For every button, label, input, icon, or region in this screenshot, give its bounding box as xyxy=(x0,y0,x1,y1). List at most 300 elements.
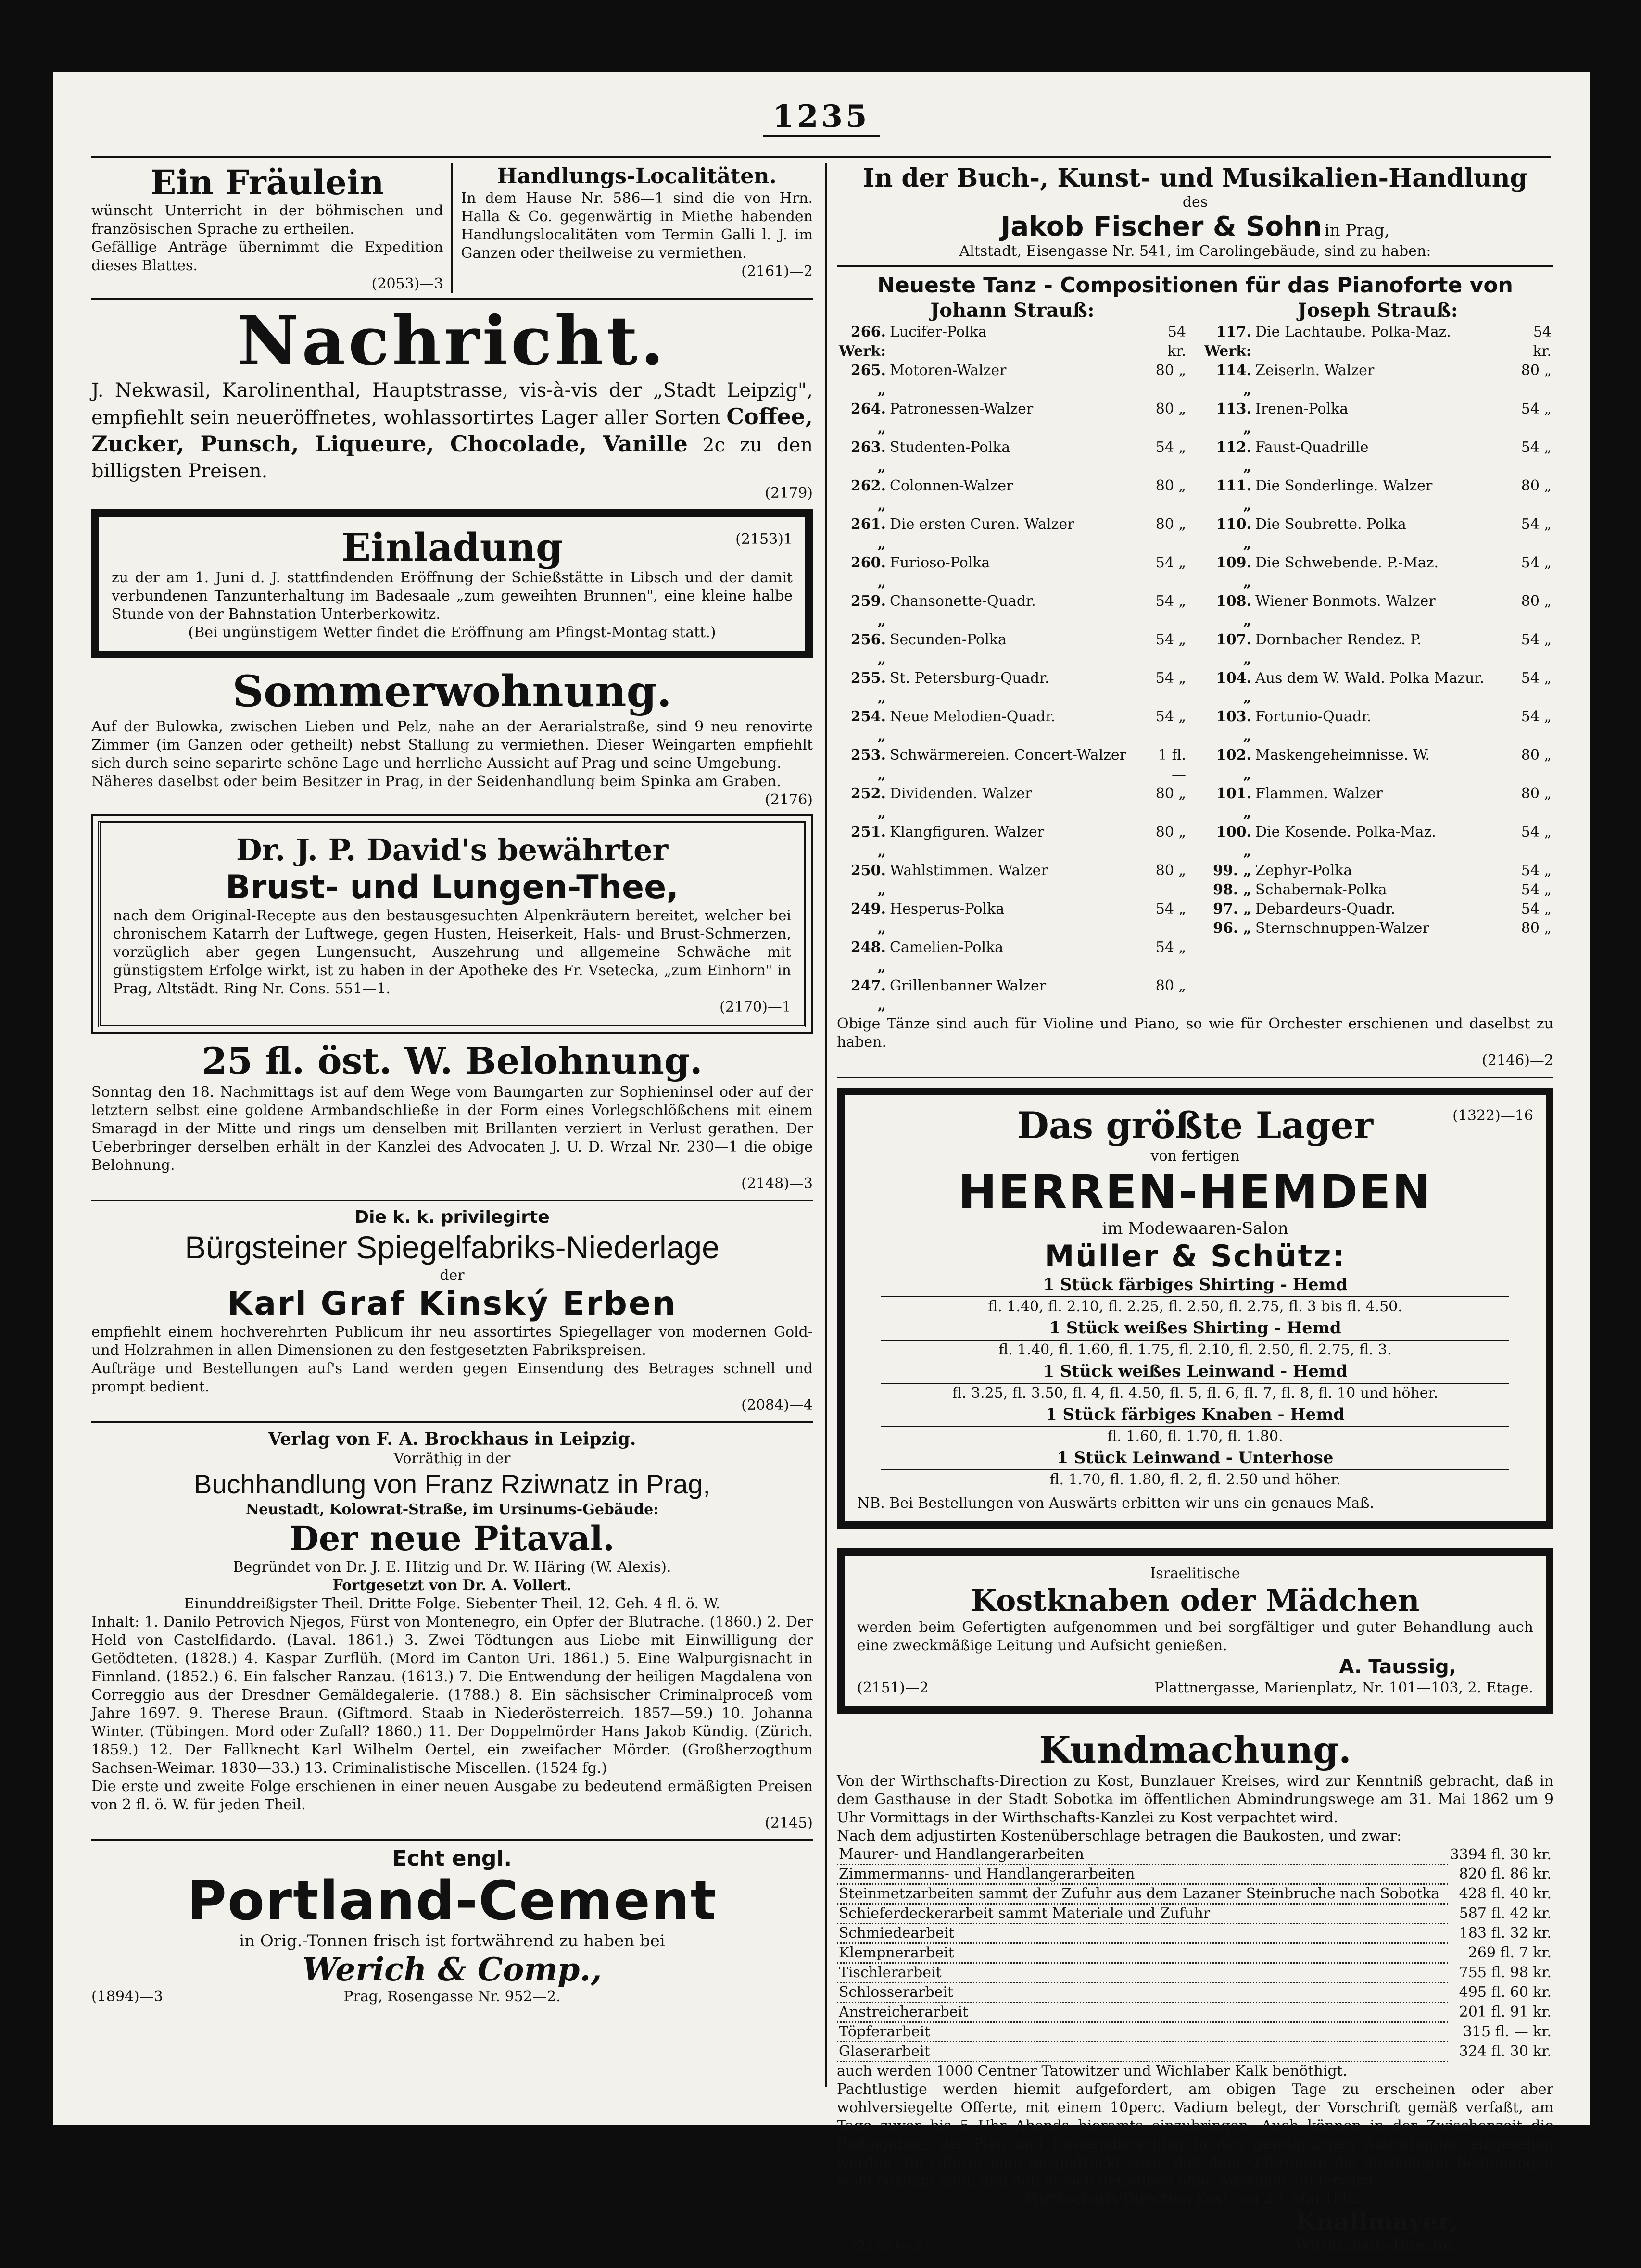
work-number: 252. „ xyxy=(850,785,886,821)
musik-city: in Prag, xyxy=(1324,221,1390,240)
work-title: Furioso-Polka xyxy=(890,554,990,571)
fraeulein-title: Ein Fräulein xyxy=(151,163,384,202)
work-row xyxy=(837,361,1188,400)
cost-row xyxy=(837,1865,1553,1884)
work-row xyxy=(1202,669,1553,707)
cost-amount: 755 fl. 98 kr. xyxy=(1459,1964,1552,1981)
work-row xyxy=(837,707,1188,746)
pitaval-title: Der neue Pitaval. xyxy=(290,1518,615,1558)
work-title: Wiener Bonmots. Walzer xyxy=(1255,593,1436,610)
hemden-item-head: 1 Stück färbiges Knaben - Hemd xyxy=(1046,1405,1345,1424)
pitaval-line6: Fortgesetzt von Dr. A. Vollert. xyxy=(332,1577,572,1594)
kundmachung-text2: Nach dem adjustirten Kostenüberschlage betragen die Baukosten, und zwar: xyxy=(837,1828,1402,1844)
work-title: Die ersten Curen. Walzer xyxy=(890,516,1074,533)
hemden-line3: im Modewaaren-Salon xyxy=(1102,1219,1288,1238)
handlung-title: Handlungs-Localitäten. xyxy=(497,164,777,188)
cost-item: Glaserarbeit xyxy=(837,2042,1448,2062)
work-price: 80 „ xyxy=(1521,920,1552,937)
work-price: 80 „ xyxy=(1155,862,1186,879)
work-row xyxy=(837,476,1188,515)
work-price: 80 „ xyxy=(1155,785,1186,802)
hemden-item-head: 1 Stück färbiges Shirting - Hemd xyxy=(1043,1275,1348,1294)
work-number: 248. „ xyxy=(850,939,886,975)
work-number: 247. „ xyxy=(850,977,886,1014)
cost-amount: 183 fl. 32 kr. xyxy=(1459,1925,1552,1942)
work-row xyxy=(837,669,1188,707)
work-number: 100. „ xyxy=(1216,824,1251,860)
separator xyxy=(837,1077,1553,1078)
work-number: 109. „ xyxy=(1216,554,1251,590)
work-number: 117. Werk: xyxy=(1204,324,1251,360)
work-row xyxy=(1202,707,1553,746)
work-number: 104. „ xyxy=(1216,670,1251,706)
thee-ref: (2170)—1 xyxy=(720,999,791,1015)
composer2-works xyxy=(1202,323,1553,938)
musik-line2: des xyxy=(1182,194,1208,211)
work-title: Studenten-Polka xyxy=(890,439,1010,456)
work-title: Wahlstimmen. Walzer xyxy=(890,862,1048,879)
work-price: 54 „ xyxy=(1521,670,1552,687)
cost-item: Maurer- und Handlangerarbeiten xyxy=(837,1845,1448,1865)
hemden-item-head: 1 Stück weißes Leinwand - Hemd xyxy=(1043,1362,1348,1381)
pitaval-line7: Einunddreißigster Theil. Dritte Folge. Siebenter Theil. 12. Geh. 4 fl. ö. W. xyxy=(184,1595,720,1612)
work-row xyxy=(837,630,1188,669)
work-row xyxy=(1202,784,1553,823)
nachricht-text2: 2c zu den billigsten Preisen. xyxy=(91,434,813,482)
einladung-note: (Bei ungünstigem Wetter findet die Eröffnung am Pfingst-Montag statt.) xyxy=(188,624,716,641)
cost-row xyxy=(837,1983,1553,2003)
work-row xyxy=(1202,592,1553,630)
separator xyxy=(91,1839,813,1841)
cost-row xyxy=(837,1845,1553,1865)
work-title: Motoren-Walzer xyxy=(890,362,1007,379)
kostknaben-title: Kostknaben oder Mädchen xyxy=(971,1583,1420,1618)
work-price: 54 „ xyxy=(1155,708,1186,725)
cost-item: Töpferarbeit xyxy=(837,2022,1448,2042)
work-title: Sternschnuppen-Walzer xyxy=(1255,920,1429,937)
work-price: 80 „ xyxy=(1155,401,1186,417)
ad-einladung xyxy=(91,509,813,658)
work-number: 249. „ xyxy=(850,901,886,937)
hemden-item-head: 1 Stück Leinwand - Unterhose xyxy=(1057,1448,1334,1467)
work-price: 54 „ xyxy=(1521,516,1552,533)
cost-table xyxy=(837,1845,1553,2062)
fraeulein-text2: Gefällige Anträge übernimmt die Expedition dieses Blattes. xyxy=(91,239,443,274)
work-row xyxy=(1202,553,1553,592)
ad-musikalien xyxy=(837,163,1553,1070)
work-row xyxy=(1202,630,1553,669)
cost-amount: 587 fl. 42 kr. xyxy=(1459,1905,1552,1922)
separator xyxy=(837,265,1553,267)
spiegel-line4: Karl Graf Kinský Erben xyxy=(227,1285,677,1323)
right-column xyxy=(837,163,1553,2268)
work-row xyxy=(1202,438,1553,476)
work-price: 80 „ xyxy=(1155,477,1186,494)
top-rule xyxy=(91,156,1551,158)
spiegel-text: empfiehlt einem hochverehrten Publicum ihr neu assortirtes Spiegellager von modernen Gold- und Holzrahmen in allen Dimensionen zu den festgesetzten Fabrikspreisen. xyxy=(91,1324,813,1359)
work-title: Irenen-Polka xyxy=(1255,401,1349,417)
work-row xyxy=(837,323,1188,361)
separator xyxy=(91,1421,813,1423)
work-title: Grillenbanner Walzer xyxy=(890,977,1047,994)
work-title: Zephyr-Polka xyxy=(1255,862,1352,879)
work-price: 80 „ xyxy=(1521,362,1552,379)
nachricht-goods: Coffee, Zucker, Punsch, Liqueure, Chocolade, Vanille xyxy=(91,403,813,457)
ad-lungen-thee xyxy=(98,821,806,1027)
work-row xyxy=(1202,919,1553,938)
work-number: 250. „ xyxy=(850,862,886,898)
work-price: 54 „ xyxy=(1521,401,1552,417)
kundmachung-ref: (2152)—2 xyxy=(851,2238,923,2255)
kundmachung-text: Von der Wirthschafts-Direction zu Kost, Bunzlauer Kreises, wird zur Kenntniß gebracht, daß in dem Gasthause in der Stadt Sobotka im öffentlichen Abmindrungswege am 31. Mai 1862 um 9 Uhr Vormittags in der Wirthschafts-Kanzlei zu Kost verpachtet wird. xyxy=(837,1773,1553,1826)
work-row xyxy=(837,823,1188,861)
work-row xyxy=(1202,861,1553,880)
work-number: 113. „ xyxy=(1216,401,1251,437)
work-row xyxy=(837,592,1188,630)
kundmachung-signer-title: Wirthschafts-Director. xyxy=(1295,2237,1457,2254)
pitaval-line1: Verlag von F. A. Brockhaus in Leipzig. xyxy=(268,1429,636,1449)
cost-amount: 428 fl. 40 kr. xyxy=(1459,1885,1552,1902)
hemden-item-prices: fl. 1.60, fl. 1.70, fl. 1.80. xyxy=(881,1426,1509,1446)
work-price: 80 „ xyxy=(1155,516,1186,533)
cement-title: Portland-Cement xyxy=(187,1870,718,1932)
work-row xyxy=(1202,400,1553,438)
work-title: Chansonette-Quadr. xyxy=(890,593,1036,610)
einladung-title: Einladung xyxy=(341,525,563,570)
kundmachung-signer: Knallmayer, xyxy=(1295,2207,1457,2236)
work-row xyxy=(1202,476,1553,515)
cost-item: Tischlerarbeit xyxy=(837,1963,1448,1983)
work-price: 54 „ xyxy=(1155,901,1186,917)
work-title: Patronessen-Walzer xyxy=(890,401,1034,417)
musik-footer: Obige Tänze sind auch für Violine und Piano, so wie für Orchester erschienen und daselbst zu haben. xyxy=(837,1015,1553,1051)
spiegel-ref: (2084)—4 xyxy=(741,1397,813,1414)
pitaval-text: Inhalt: 1. Danilo Petrovich Njegos, Fürst von Montenegro, ein Opfer der Blutrache. (1860.) 2. Der Held von Castelfidardo. (Laval. 1861.) 3. Zwei Tödtungen aus Liebe mit Einwilligung der Getödteten. (1828.) 4. Kaspar Zurflüh. (Mord im Canton Uri. 1861.) 5. Eine Walpurgisnacht in Finnland. (1852.) 6. Ein falscher Ranzau. (1613.) 7. Die Entwendung der heiligen Magdalena von Correggio aus der Dresdner Gemäldegalerie. (1788.) 8. Ein sächsischer Criminalproceß vom Jahre 1697. 9. Therese Braun. (Giftmord. Staab in Niederösterreich. 1857—59.) 10. Johanna Winter. (Tübingen. Mord oder Zufall? 1860.) 11. Der Doppelmörder Hans Jakob Kündig. (Zürich. 1859.) 12. Der Fallknecht Karl Wilhelm Oertel, ein zweifacher Mörder. (Großherzogthum Sachsen-Weimar. 1830—33.) 13. Criminalistische Miscellen. (1524 fg.) xyxy=(91,1614,813,1777)
hemden-item-prices: fl. 1.70, fl. 1.80, fl. 2, fl. 2.50 und höher. xyxy=(881,1469,1509,1490)
musik-line1: In der Buch-, Kunst- und Musikalien-Handlung xyxy=(863,163,1527,193)
work-title: Lucifer-Polka xyxy=(890,324,987,340)
musik-ref: (2146)—2 xyxy=(1482,1052,1553,1069)
sommer-title: Sommerwohnung. xyxy=(232,666,672,717)
cement-firm: Werich & Comp., xyxy=(302,1951,602,1988)
kundmachung-text3: auch werden 1000 Centner Tatowitzer und Wichlaber Kalk benöthigt. xyxy=(837,2063,1348,2080)
kostknaben-text: werden beim Gefertigten aufgenommen und bei sorgfältiger und guter Behandlung auch eine zweckmäßige Leitung und Aufsicht genießen. xyxy=(857,1619,1533,1654)
work-number: 114. „ xyxy=(1216,362,1251,398)
cost-amount: 495 fl. 60 kr. xyxy=(1459,1984,1552,2001)
work-price: 54 „ xyxy=(1155,670,1186,687)
hemden-item-prices: fl. 3.25, fl. 3.50, fl. 4, fl. 4.50, fl. 5, fl. 6, fl. 7, fl. 8, fl. 10 und höher. xyxy=(881,1383,1509,1403)
einladung-text: zu der am 1. Juni d. J. stattfindenden Eröffnung der Schießstätte in Libsch und der damit verbundenen Tanzunterhaltung im Badesaale „zum geweihten Brunnen", eine kleine halbe Stunde von der Bahnstation Unterberkowitz. xyxy=(112,569,793,623)
work-row xyxy=(837,553,1188,592)
work-row xyxy=(1202,900,1553,919)
fraeulein-text: wünscht Unterricht in der böhmischen und französischen Sprache zu ertheilen. xyxy=(91,202,443,238)
work-price: 54 „ xyxy=(1155,439,1186,456)
work-price: 54 „ xyxy=(1521,439,1552,456)
work-price: 54 „ xyxy=(1521,708,1552,725)
work-row xyxy=(837,977,1188,1015)
cost-item: Anstreicherarbeit xyxy=(837,2003,1448,2022)
work-row xyxy=(837,515,1188,553)
work-price: 80 „ xyxy=(1521,477,1552,494)
page-number: 1235 xyxy=(53,99,1590,135)
cost-amount: 3394 fl. 30 kr. xyxy=(1450,1846,1552,1863)
pitaval-line2: Vorräthig in der xyxy=(393,1450,511,1467)
work-title: St. Petersburg-Quadr. xyxy=(890,670,1049,687)
work-row xyxy=(837,784,1188,823)
handlung-ref: (2161)—2 xyxy=(741,263,813,280)
work-price: 80 „ xyxy=(1521,593,1552,610)
work-title: Colonnen-Walzer xyxy=(890,477,1013,494)
cement-line1: Echt engl. xyxy=(392,1846,512,1871)
work-price: 54 „ xyxy=(1521,631,1552,648)
pitaval-text2: Die erste und zweite Folge erschienen in einer neuen Ausgabe zu bedeutend ermäßigten Preisen von 2 fl. ö. W. für jeden Theil. xyxy=(91,1778,813,1813)
ad-top-row xyxy=(91,163,813,293)
belohnung-ref: (2148)—3 xyxy=(741,1175,813,1192)
work-row xyxy=(837,938,1188,977)
cost-row xyxy=(837,1943,1553,1963)
separator xyxy=(91,298,813,300)
sommer-ref: (2176) xyxy=(765,791,813,808)
work-number: 259. „ xyxy=(850,593,886,629)
work-row xyxy=(1202,823,1553,861)
work-number: 264. „ xyxy=(850,401,886,437)
kostknaben-addr: Plattnergasse, Marienplatz, Nr. 101—103, 2. Etage. xyxy=(1154,1679,1533,1696)
work-number: 253. „ xyxy=(850,747,886,783)
cement-line2: in Orig.-Tonnen frisch ist fortwährend zu haben bei xyxy=(239,1931,665,1951)
work-title: Camelien-Polka xyxy=(890,939,1004,956)
work-number: 255. „ xyxy=(850,670,886,706)
thee-text: nach dem Original-Recepte aus den bestausgesuchten Alpenkräutern bereitet, welcher bei chronischem Katarrh der Luftwege, gegen Husten, Heiserkeit, Hals- und Brust-Schmerzen, vorzüglich aber gegen Lungensucht, Auszehrung und allgemeine Schwäche mit günstigstem Erfolge wirkt, ist zu haben in der Apotheke des Fr. Vsetecka, „zum Einhorn" in Prag, Altstädt. Ring Nr. Cons. 551—1. xyxy=(113,907,791,997)
work-number: 256. „ xyxy=(850,631,886,667)
work-price: 80 „ xyxy=(1521,785,1552,802)
cost-item: Steinmetzarbeiten sammt der Zufuhr aus dem Lazaner Steinbruche nach Sobotka xyxy=(837,1884,1448,1904)
sommer-text2: Näheres daselbst oder beim Besitzer in Prag, in der Seidenhandlung beim Spinka am Graben. xyxy=(91,773,781,790)
work-title: Secunden-Polka xyxy=(890,631,1007,648)
work-title: Flammen. Walzer xyxy=(1255,785,1383,802)
work-title: Die Soubrette. Polka xyxy=(1255,516,1406,533)
belohnung-title: 25 fl. öst. W. Belohnung. xyxy=(202,1040,703,1082)
work-title: Neue Melodien-Quadr. xyxy=(890,708,1056,725)
work-price: 54 „ xyxy=(1155,939,1186,956)
work-number: 263. „ xyxy=(850,439,886,475)
work-title: Debardeurs-Quadr. xyxy=(1255,901,1395,917)
cost-amount: 201 fl. 91 kr. xyxy=(1459,2004,1552,2020)
nachricht-ref: (2179) xyxy=(765,485,813,501)
work-price: 54 kr. xyxy=(1533,324,1552,360)
work-title: Die Lachtaube. Polka-Maz. xyxy=(1255,324,1451,340)
cost-amount: 820 fl. 86 kr. xyxy=(1459,1866,1552,1882)
work-row xyxy=(1202,361,1553,400)
pitaval-line5: Begründet von Dr. J. E. Hitzig und Dr. W. Häring (W. Alexis). xyxy=(233,1559,671,1576)
work-title: Faust-Quadrille xyxy=(1255,439,1369,456)
work-number: 108. „ xyxy=(1216,593,1251,629)
work-row xyxy=(1202,880,1553,900)
thee-title2: Brust- und Lungen-Thee, xyxy=(225,868,679,906)
work-number: 262. „ xyxy=(850,477,886,514)
musik-addr: Altstadt, Eisengasse Nr. 541, im Carolingebäude, sind zu haben: xyxy=(959,243,1431,260)
work-row xyxy=(837,438,1188,476)
work-number: 251. „ xyxy=(850,824,886,860)
work-price: 1 fl. — xyxy=(1158,747,1186,783)
work-row xyxy=(1202,323,1553,361)
work-price: 54 „ xyxy=(1155,631,1186,648)
handlung-text: In dem Hause Nr. 586—1 sind die von Hrn. Halla & Co. gegenwärtig in Miethe habenden Handlungslocalitäten vom Termin Galli l. J. im Ganzen oder theilweise zu vermiethen. xyxy=(461,190,813,262)
composer1-works xyxy=(837,323,1188,1015)
pitaval-line3: Buchhandlung von Franz Rziwnatz in Prag, xyxy=(194,1469,710,1499)
work-title: Zeiserln. Walzer xyxy=(1255,362,1375,379)
ad-portland-cement xyxy=(91,1846,813,2007)
work-title: Maskengeheimnisse. W. xyxy=(1255,747,1430,764)
musik-firm: Jakob Fischer & Sohn xyxy=(1000,211,1322,242)
cost-amount: 315 fl. — kr. xyxy=(1463,2023,1552,2040)
cost-row xyxy=(837,1884,1553,1904)
kundmachung-text4: Pachtlustige werden hiemit aufgefordert, am obigen Tage zu erscheinen oder aber wohlversiegelte Offerte, mit einem 10perc. Vadium belegt, der Vorschrift gemäß verfaßt, am Tage zuvor bis 5 Uhr Abends hieramts einzubringen. Auch können in der Zwischenzeit die Bedingnisse, der Plan und Kostenüberschlag in den gewöhnlichen Amtsstunden eingesehen werden. Im Offerte muß ausgedrückt seyn, daß dem Offerenten die diesfälligen Bedingungen wohl bekannt sind, und daß er sich denselben ohne Ausnahme unterwirft. xyxy=(837,2081,1553,2189)
work-title: Fortunio-Quadr. xyxy=(1255,708,1372,725)
cement-addr: Prag, Rosengasse Nr. 952—2. xyxy=(343,1988,561,2005)
hemden-item-prices: fl. 1.40, fl. 1.60, fl. 1.75, fl. 2.10, fl. 2.50, fl. 2.75, fl. 3. xyxy=(881,1340,1509,1360)
hemden-title: Das größte Lager xyxy=(1017,1104,1374,1147)
work-title: Schabernak-Polka xyxy=(1255,881,1387,898)
composer1: Johann Strauß: xyxy=(930,299,1095,322)
work-price: 80 „ xyxy=(1155,977,1186,994)
work-title: Die Schwebende. P.-Maz. xyxy=(1255,554,1439,571)
work-price: 54 „ xyxy=(1521,881,1552,898)
work-row xyxy=(837,900,1188,938)
work-number: 99. „ xyxy=(1213,862,1251,879)
nachricht-text1: J. Nekwasil, Karolinenthal, Hauptstrasse, vis-à-vis der „Stadt Leipzig", empfiehlt sein neueröffnetes, wohlassortirtes Lager aller Sorten xyxy=(91,379,813,429)
cost-item: Schlosserarbeit xyxy=(837,1983,1448,2003)
pitaval-ref: (2145) xyxy=(765,1815,813,1831)
cost-amount: 269 fl. 7 kr. xyxy=(1468,1944,1552,1961)
cost-amount: 324 fl. 30 kr. xyxy=(1459,2043,1552,2060)
work-price: 54 „ xyxy=(1521,862,1552,879)
spiegel-line2: Bürgsteiner Spiegelfabriks-Niederlage xyxy=(185,1229,720,1265)
thee-title1: Dr. J. P. David's bewährter xyxy=(236,832,669,867)
work-price: 80 „ xyxy=(1155,824,1186,840)
work-number: 97. „ xyxy=(1213,901,1251,917)
newspaper-page xyxy=(53,72,1590,2255)
spiegel-text2: Aufträge und Bestellungen auf's Land werden gegen Einsendung des Betrages schnell und prompt bedient. xyxy=(91,1360,813,1395)
column-divider xyxy=(825,163,827,2087)
spiegel-line1: Die k. k. privilegirte xyxy=(354,1207,550,1227)
hemden-nb: NB. Bei Bestellungen von Auswärts erbitten wir uns ein genaues Maß. xyxy=(857,1495,1374,1512)
hemden-items xyxy=(857,1274,1533,1490)
einladung-ref: (2153)1 xyxy=(735,531,793,548)
work-number: 111. „ xyxy=(1216,477,1251,514)
work-number: 101. „ xyxy=(1216,785,1251,821)
pitaval-line4: Neustadt, Kolowrat-Straße, im Ursinums-Gebäude: xyxy=(245,1501,659,1518)
work-price: 80 „ xyxy=(1521,747,1552,764)
work-number: 265. „ xyxy=(850,362,886,398)
ad-nachricht xyxy=(91,302,813,502)
work-title: Die Kosende. Polka-Maz. xyxy=(1255,824,1436,840)
kostknaben-line1: Israelitische xyxy=(1150,1565,1240,1582)
work-number: 254. „ xyxy=(850,708,886,744)
nachricht-title: Nachricht. xyxy=(237,302,667,381)
cost-row xyxy=(837,2042,1553,2062)
work-row xyxy=(837,861,1188,900)
work-price: 54 „ xyxy=(1521,554,1552,571)
work-number: 110. „ xyxy=(1216,516,1251,552)
kostknaben-name: A. Taussig, xyxy=(1339,1656,1456,1678)
cost-row xyxy=(837,2022,1553,2042)
cost-row xyxy=(837,1924,1553,1943)
work-number: 261. „ xyxy=(850,516,886,552)
work-row xyxy=(837,400,1188,438)
kundmachung-date: Wirthschafts-Direction Kost, am 20. Mai 1862. xyxy=(1025,2191,1365,2207)
ad-belohnung xyxy=(91,1039,813,1193)
work-price: 54 „ xyxy=(1521,824,1552,840)
separator xyxy=(91,1200,813,1201)
hemden-big: HERREN-HEMDEN xyxy=(958,1165,1432,1219)
musik-lists xyxy=(837,299,1553,1015)
cost-row xyxy=(837,1904,1553,1924)
work-price: 80 „ xyxy=(1155,362,1186,379)
cost-item: Schieferdeckerarbeit sammt Materiale und Zufuhr xyxy=(837,1904,1448,1924)
fraeulein-ref: (2053)—3 xyxy=(371,276,443,292)
work-number: 266. Werk: xyxy=(839,324,886,360)
spiegel-line3: der xyxy=(440,1267,465,1284)
work-number: 112. „ xyxy=(1216,439,1251,475)
work-number: 107. „ xyxy=(1216,631,1251,667)
ad-kostknaben xyxy=(837,1548,1553,1714)
work-title: Die Sonderlinge. Walzer xyxy=(1255,477,1433,494)
hemden-ref: (1322)—16 xyxy=(1452,1107,1533,1124)
work-title: Schwärmereien. Concert-Walzer xyxy=(890,747,1127,764)
work-number: 260. „ xyxy=(850,554,886,590)
work-number: 96. „ xyxy=(1213,920,1251,937)
belohnung-text: Sonntag den 18. Nachmittags ist auf dem Wege vom Baumgarten zur Sophieninsel oder auf der letztern selbst eine goldene Armbandschließe in der Form eines Vorlegschlößchens mit einem Smaragd in der Mitte und rings um denselben mit Brillanten verziert in Verlust gerathen. Der Ueberbringer derselben erhält in der Kanzlei des Advocaten J. U. D. Wrzal Nr. 230—1 die obige Belohnung. xyxy=(91,1084,813,1174)
musik-heading: Neueste Tanz - Compositionen für das Pianoforte von xyxy=(877,273,1513,298)
work-number: 98. „ xyxy=(1213,881,1251,898)
cost-row xyxy=(837,2003,1553,2022)
work-row xyxy=(837,746,1188,784)
kostknaben-ref: (2151)—2 xyxy=(857,1679,929,1696)
work-number: 102. „ xyxy=(1216,747,1251,783)
work-title: Hesperus-Polka xyxy=(890,901,1005,917)
work-row xyxy=(1202,515,1553,553)
left-column xyxy=(91,163,813,2014)
cost-row xyxy=(837,1963,1553,1983)
sommer-text: Auf der Bulowka, zwischen Lieben und Pelz, nahe an der Aerarialstraße, sind 9 neu renovirte Zimmer (im Ganzen oder getheilt) nebst Stallung zu vermiethen. Dieser Weingarten empfiehlt sich durch seine separirte schöne Lage und herrliche Aussicht auf Prag und seine Umgebung. xyxy=(91,718,813,772)
hemden-item-prices: fl. 1.40, fl. 2.10, fl. 2.25, fl. 2.50, fl. 2.75, fl. 3 bis fl. 4.50. xyxy=(881,1296,1509,1316)
work-number: 103. „ xyxy=(1216,708,1251,744)
work-price: 54 „ xyxy=(1155,554,1186,571)
ad-spiegelfabrik xyxy=(91,1207,813,1415)
cost-item: Klempnerarbeit xyxy=(837,1943,1448,1963)
work-title: Aus dem W. Wald. Polka Mazur. xyxy=(1255,670,1485,687)
hemden-line2: von fertigen xyxy=(1150,1148,1240,1165)
work-title: Dornbacher Rendez. P. xyxy=(1255,631,1422,648)
work-price: 54 kr. xyxy=(1167,324,1186,360)
composer2: Joseph Strauß: xyxy=(1298,299,1458,322)
cost-item: Zimmermanns- und Handlangerarbeiten xyxy=(837,1865,1448,1884)
ad-sommerwohnung xyxy=(91,665,813,809)
ad-handlung xyxy=(451,163,813,293)
ad-kundmachung xyxy=(837,1728,1553,2261)
work-title: Dividenden. Walzer xyxy=(890,785,1032,802)
ad-pitaval xyxy=(91,1428,813,1832)
work-price: 54 „ xyxy=(1521,901,1552,917)
work-price: 54 „ xyxy=(1155,593,1186,610)
ad-herren-hemden xyxy=(837,1088,1553,1529)
ad-fraeulein xyxy=(91,163,451,293)
kundmachung-title: Kundmachung. xyxy=(1039,1729,1351,1771)
work-row xyxy=(1202,746,1553,784)
hemden-item-head: 1 Stück weißes Shirting - Hemd xyxy=(1049,1318,1341,1338)
cost-item: Schmiedearbeit xyxy=(837,1924,1448,1943)
hemden-firm: Müller & Schütz: xyxy=(1044,1239,1346,1274)
